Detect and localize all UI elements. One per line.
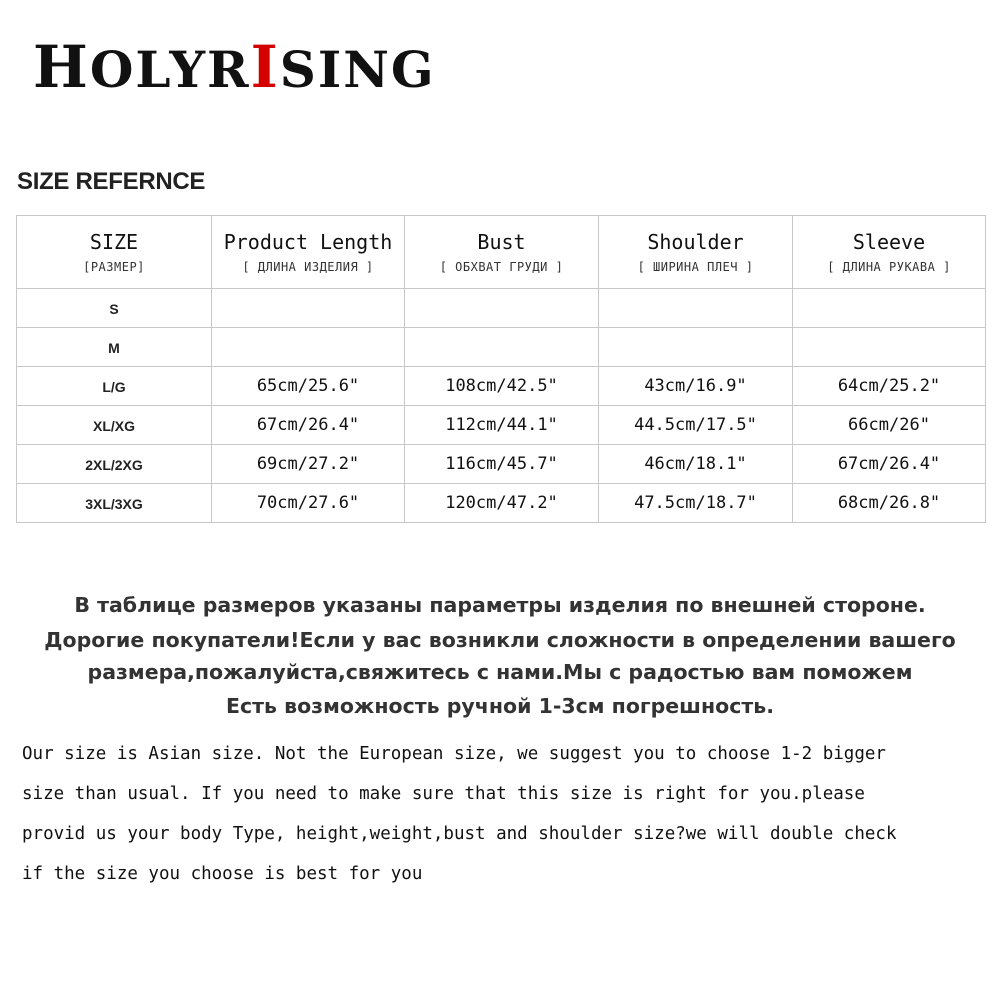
english-notice-line: if the size you choose is best for you: [22, 864, 423, 884]
measurement-cell: [793, 484, 986, 523]
russian-notice-line: Есть возможность ручной 1-3см погрешность.: [225, 694, 774, 718]
cell-text: 112cm/44.1": [445, 415, 558, 435]
size-cell: [17, 367, 212, 406]
header-sublabel: [ ДЛИНА РУКАВА ]: [827, 260, 951, 274]
size-table-body: [17, 216, 986, 523]
cell-text: 3XL/3XG: [85, 495, 143, 512]
cell-text: 47.5cm/18.7": [634, 493, 757, 513]
cell-text: 65cm/25.6": [256, 376, 360, 396]
measurement-cell: [405, 367, 599, 406]
size-cell: [17, 445, 212, 484]
header-bust: [405, 216, 599, 289]
cell-text: 68cm/26.8": [837, 493, 941, 513]
logo-text-end: SING: [279, 40, 436, 99]
english-notice-line: provid us your body Type, height,weight,bust and shoulder size?we will double check: [22, 824, 897, 844]
header-size: [17, 216, 212, 289]
measurement-cell: [793, 328, 986, 367]
size-cell: [17, 406, 212, 445]
russian-notice-line: Дорогие покупатели!Если у вас возникли сложности в определении вашего: [44, 628, 956, 652]
measurement-cell: [793, 406, 986, 445]
measurement-cell: [599, 367, 793, 406]
measurement-cell: [212, 484, 405, 523]
table-row: [17, 445, 986, 484]
english-notice-line: Our size is Asian size. Not the European size, we suggest you to choose 1-2 bigger: [22, 744, 886, 764]
header-label: Sleeve: [852, 230, 926, 254]
cell-text: S: [109, 300, 119, 317]
header-label: Product Length: [223, 230, 393, 254]
measurement-cell: [599, 445, 793, 484]
cell-text: 43cm/16.9": [644, 376, 747, 396]
table-header-row: [17, 216, 986, 289]
header-sublabel: [ ОБХВАТ ГРУДИ ]: [439, 260, 564, 274]
measurement-cell: [599, 484, 793, 523]
logo-letter-h: H: [33, 33, 90, 101]
measurement-cell: [405, 445, 599, 484]
russian-notice-line: размера,пожалуйста,свяжитесь с нами.Мы с радостью вам поможем: [87, 660, 913, 684]
table-row: [17, 484, 986, 523]
measurement-cell: [599, 289, 793, 328]
header-label: Bust: [477, 230, 526, 254]
measurement-cell: [212, 289, 405, 328]
header-sleeve: [793, 216, 986, 289]
english-notice-line: size than usual. If you need to make sure that this size is right for you.please: [22, 784, 865, 804]
size-cell: [17, 328, 212, 367]
cell-text: L/G: [102, 378, 126, 395]
header-label: Shoulder: [647, 230, 744, 254]
header-shoulder: [599, 216, 793, 289]
measurement-cell: [405, 406, 599, 445]
cell-text: 66cm/26": [848, 415, 930, 435]
measurement-cell: [212, 406, 405, 445]
cell-text: 120cm/47.2": [445, 493, 558, 513]
brand-logo: [33, 33, 436, 101]
measurement-cell: [793, 367, 986, 406]
cell-text: 46cm/18.1": [644, 454, 747, 474]
cell-text: 64cm/25.2": [837, 376, 941, 396]
measurement-cell: [212, 367, 405, 406]
cell-text: 67cm/26.4": [256, 415, 360, 435]
cell-text: XL/XG: [92, 417, 135, 434]
measurement-cell: [405, 289, 599, 328]
table-row: [17, 328, 986, 367]
measurement-cell: [599, 328, 793, 367]
header-label: SIZE: [89, 230, 139, 254]
measurement-cell: [212, 328, 405, 367]
size-cell: [17, 484, 212, 523]
logo-text: OLYR: [89, 40, 251, 99]
header-product-length: [212, 216, 405, 289]
measurement-cell: [793, 289, 986, 328]
logo-letter-i: I: [250, 33, 280, 101]
cell-text: 2XL/2XG: [85, 456, 143, 473]
table-row: [17, 367, 986, 406]
cell-text: M: [108, 339, 120, 356]
page-title: SIZE REFERNCE: [17, 168, 206, 195]
header-sublabel: [ ДЛИНА ИЗДЕЛИЯ ]: [242, 260, 374, 274]
russian-notice-line: В таблице размеров указаны параметры изделия по внешней стороне.: [74, 593, 926, 617]
cell-text: 116cm/45.7": [445, 454, 558, 474]
header-sublabel: [ ШИРИНА ПЛЕЧ ]: [637, 260, 754, 274]
table-row: [17, 406, 986, 445]
cell-text: 44.5cm/17.5": [634, 415, 757, 435]
measurement-cell: [405, 484, 599, 523]
measurement-cell: [793, 445, 986, 484]
measurement-cell: [405, 328, 599, 367]
size-table: [16, 215, 986, 523]
cell-text: 108cm/42.5": [445, 376, 558, 396]
cell-text: 67cm/26.4": [837, 454, 941, 474]
table-row: [17, 289, 986, 328]
cell-text: 69cm/27.2": [256, 454, 360, 474]
measurement-cell: [212, 445, 405, 484]
measurement-cell: [599, 406, 793, 445]
size-cell: [17, 289, 212, 328]
header-sublabel: [РАЗМЕР]: [83, 260, 145, 274]
cell-text: 70cm/27.6": [256, 493, 360, 513]
